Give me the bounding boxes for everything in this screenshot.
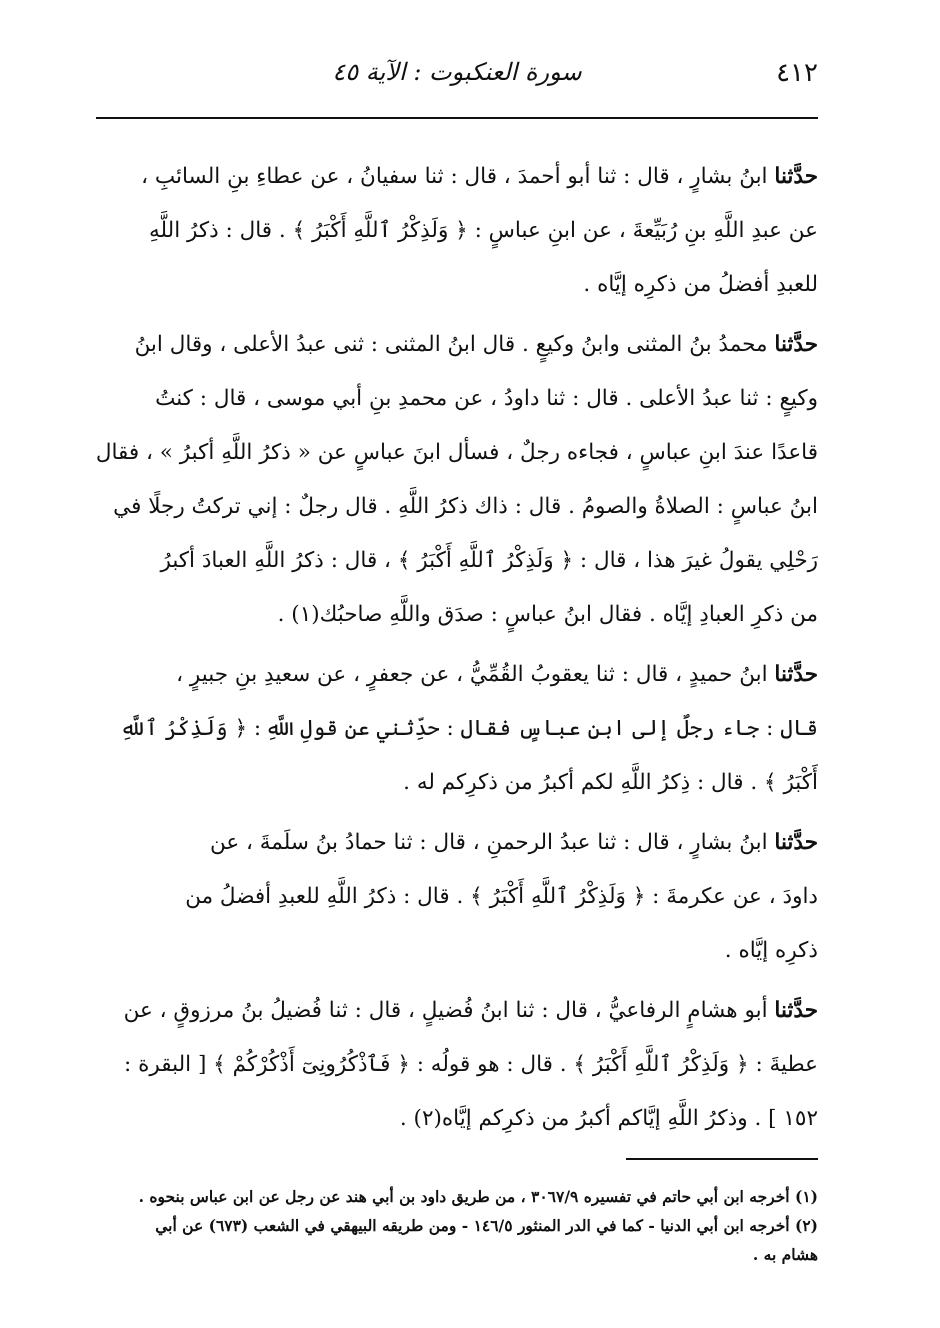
page-header bbox=[96, 58, 818, 98]
text-line: قاعدًا عندَ ابنِ عباسٍ ، فجاءه رجلٌ ، فسأل ابنَ عباسٍ عن « ذكرُ اللَّهِ أكبرُ » ، فقال bbox=[96, 440, 818, 465]
isnad-lead: حدَّثنا bbox=[774, 332, 818, 357]
footnote-continuation: هشام به . bbox=[752, 1245, 818, 1264]
isnad-lead: حدَّثنا bbox=[774, 164, 818, 189]
text-line: عطيةَ : ﴿ وَلَذِكْرُ ٱللَّهِ أَكْبَرُ ﴾ . قال : هو قولُه : ﴿ فَٱذْكُرُونِىٓ أَذْكُرْكُمْ ﴾ [ البقرة : bbox=[124, 1052, 818, 1077]
text-line: وكيعٍ : ثنا عبدُ الأعلى . قال : ثنا داودُ ، عن محمدِ بنِ أبي موسى ، قال : كنتُ bbox=[155, 386, 818, 411]
footnote-rule bbox=[626, 1158, 818, 1160]
text-line: قال : جاء رجلٌ إلى ابنِ عباسٍ فقال : حدِّثني عن قولِ اللَّهِ : ﴿ وَلَذِكْرُ ٱللَّهِ bbox=[120, 716, 818, 741]
hadith-paragraph bbox=[96, 984, 818, 1146]
text-line: عن عبدِ اللَّهِ بنِ رُبَيِّعةَ ، عن ابنِ عباسٍ : ﴿ وَلَذِكْرُ ٱللَّهِ أَكْبَرُ ﴾ . قال : ذكرُ اللَّهِ bbox=[149, 218, 818, 243]
hadith-paragraph bbox=[96, 150, 818, 312]
text-line: داودَ ، عن عكرمةَ : ﴿ وَلَذِكْرُ ٱللَّهِ أَكْبَرُ ﴾ . قال : ذكرُ اللَّهِ للعبدِ أفضلُ من bbox=[185, 884, 818, 909]
footnotes bbox=[96, 1182, 818, 1269]
text-line: للعبدِ أفضلُ من ذكرِه إيَّاه . bbox=[583, 272, 818, 297]
text-line: حدَّثنا ابنُ بشارٍ ، قال : ثنا أبو أحمدَ ، قال : ثنا سفيانُ ، عن عطاءِ بنِ السائبِ ، bbox=[141, 164, 818, 189]
footnote: (١) أخرجه ابن أبي حاتم في تفسيره ٣٠٦٧/٩ ، من طريق داود بن أبي هند عن رجل عن ابن عباس بنحوه . bbox=[138, 1187, 818, 1206]
isnad-lead: حدَّثنا bbox=[774, 830, 818, 855]
text-line: حدَّثنا ابنُ حميدٍ ، قال : ثنا يعقوبُ القُمِّيُّ ، عن جعفرٍ ، عن سعيدِ بنِ جبيرٍ ، bbox=[176, 662, 818, 687]
isnad-lead: حدَّثنا bbox=[774, 998, 818, 1023]
header-rule bbox=[96, 117, 818, 119]
body-text bbox=[96, 150, 818, 1152]
hadith-paragraph bbox=[96, 318, 818, 642]
text-line: حدَّثنا محمدُ بنُ المثنى وابنُ وكيعٍ . قال ابنُ المثنى : ثنى عبدُ الأعلى ، وقال ابنُ bbox=[134, 332, 818, 357]
text-line: من ذكرِ العبادِ إيَّاه . فقال ابنُ عباسٍ : صدَق واللَّهِ صاحبُك(١) . bbox=[277, 602, 818, 627]
hadith-paragraph bbox=[96, 816, 818, 978]
text-line: رَحْلِي يقولُ غيرَ هذا ، قال : ﴿ وَلَذِكْرُ ٱللَّهِ أَكْبَرُ ﴾ ، قال : ذكرُ اللَّهِ العبادَ أكبرُ bbox=[160, 548, 818, 573]
text-line: أَكْبَرُ ﴾ . قال : ذِكرُ اللَّهِ لكم أكبرُ من ذكرِكم له . bbox=[403, 770, 818, 795]
text-line: حدَّثنا ابنُ بشارٍ ، قال : ثنا عبدُ الرحمنِ ، قال : ثنا حمادُ بنُ سلَمةَ ، عن bbox=[209, 830, 818, 855]
text-line: ابنُ عباسٍ : الصلاةُ والصومُ . قال : ذاك ذكرُ اللَّهِ . قال رجلٌ : إني تركتُ رجلًا في bbox=[113, 494, 818, 519]
hadith-paragraph bbox=[96, 648, 818, 810]
running-title: سورة العنكبوت : الآية ٤٥ bbox=[332, 58, 582, 86]
text-line: ذكرِه إيَّاه . bbox=[724, 938, 818, 963]
text-line: ١٥٢ ] . وذكرُ اللَّهِ إيَّاكم أكبرُ من ذكرِكم إيَّاه(٢) . bbox=[399, 1106, 818, 1131]
isnad-lead: حدَّثنا bbox=[774, 662, 818, 687]
page-number: ٤١٢ bbox=[776, 58, 818, 88]
text-line: حدَّثنا أبو هشامٍ الرفاعيُّ ، قال : ثنا ابنُ فُضيلٍ ، قال : ثنا فُضيلُ بنُ مرزوقٍ ، عن bbox=[123, 998, 818, 1023]
footnote: (٢) أخرجه ابن أبي الدنيا - كما في الدر المنثور ١٤٦/٥ - ومن طريقه البيهقي في الشعب (٦٧٣) عن أبي bbox=[155, 1216, 818, 1235]
